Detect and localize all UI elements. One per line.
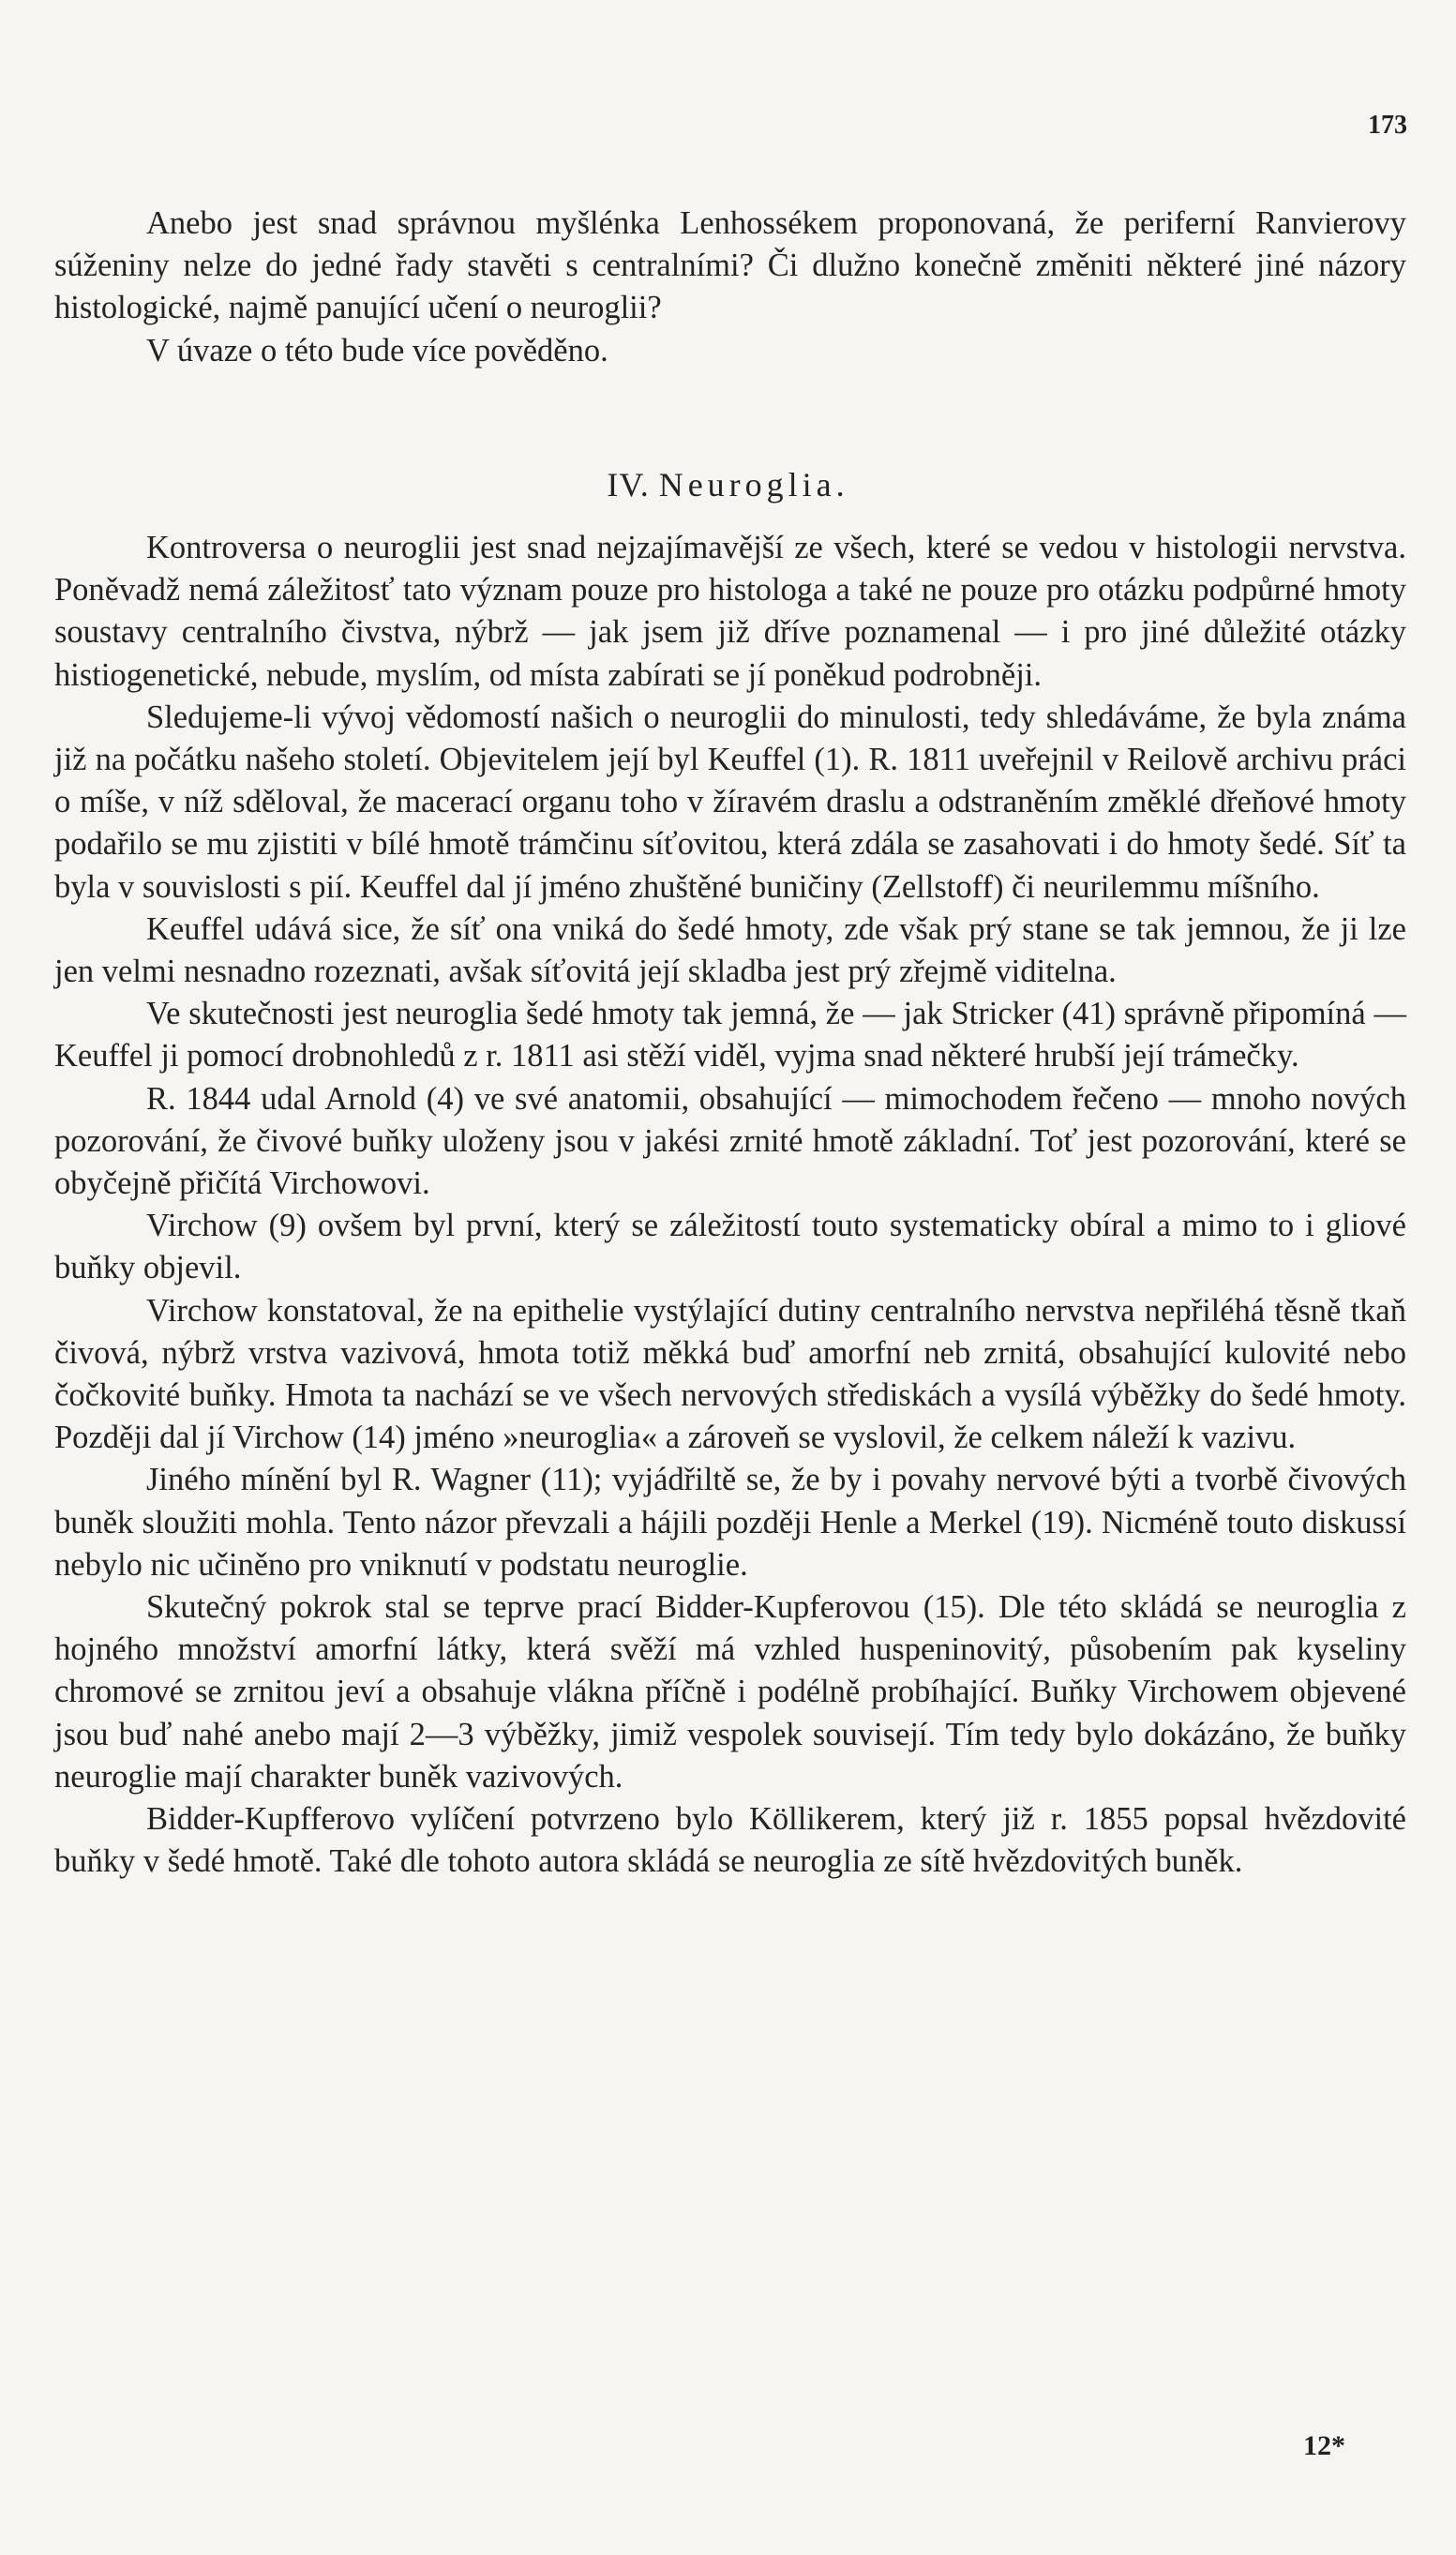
paragraph: Bidder-Kupfferovo vylíčení potvrzeno bylo Köllikerem, který již r. 1855 popsal hvězdovité buňky v šedé hmotě. Také dle tohoto autora skládá se neuroglia ze sítě hvězdovitých buněk. (54, 1801, 1406, 1880)
paragraph: Virchow (9) ovšem byl první, který se záležitostí touto systematicky obíral a mimo to i gliové buňky objevil. (54, 1208, 1406, 1286)
paragraph: Keuffel udává sice, že síť ona vniká do šedé hmoty, zde však prý stane se tak jemnou, že ji lze jen velmi nesnadno rozeznati, avšak síťovitá její skladba jest prý zřejmě viditelna. (54, 910, 1406, 990)
paragraph: Jiného mínění byl R. Wagner (11); vyjádřiltě se, že by i povahy nervové býti a tvorbě čivových buněk sloužiti mohla. Tento názor převzali a hájili později Henle a Merkel (19). Nicméně touto diskussí nebylo nic učiněno pro vniknutí v podstatu neuroglie. (54, 1462, 1406, 1583)
paragraph: V úvaze o této bude více pověděno. (146, 332, 608, 368)
intro-text (54, 203, 1406, 372)
paragraph: Skutečný pokrok stal se teprve prací Bidder-Kupferovou (15). Dle této skládá se neuroglia z hojného množství amorfní látky, která svěží má vzhled huspeninovitý, působením pak kyseliny chromové se zrnitou jeví a obsahuje vlákna příčně i podélně probíhající. Buňky Virchowem objevené jsou buď nahé anebo mají 2—3 výběžky, jimiž vespolek souvisejí. Tím tedy bylo dokázáno, že buňky neuroglie mají charakter buněk vazivových. (54, 1589, 1406, 1795)
page-number: 173 (1368, 111, 1407, 140)
paragraph: R. 1844 udal Arnold (4) ve své anatomii, obsahující — mimochodem řečeno — mnoho nových pozorování, že čivové buňky uloženy jsou v jakési zrnité hmotě základní. Toť jest pozorování, které se obyčejně přičítá Virchowovi. (54, 1080, 1406, 1202)
paragraph: Sledujeme-li vývoj vědomostí našich o neuroglii do minulosti, tedy shledáváme, že byla známa již na počátku našeho století. Objevitelem její byl Keuffel (1). R. 1811 uveřejnil v Reilově archivu práci o míše, v níž sděloval, že macerací organu toho v žíravém draslu a odstraněním změklé dřeňové hmoty podařilo se mu zjistiti v bílé hmotě trámčinu síťovitou, která zdála se zasahovati i do hmoty šedé. Síť ta byla v souvislosti s pií. Keuffel dal jí jméno zhuštěné buničiny (Zellstoff) či neurilemmu míšního. (54, 699, 1406, 905)
paragraph: Kontroversa o neuroglii jest snad nejzajímavější ze všech, které se vedou v histologii nervstva. Poněvadž nemá záležitosť tato význam pouze pro histologa a také ne pouze pro otázku podpůrné hmoty soustavy centralního čivstva, nýbrž — jak jsem již dříve poznamenal — i pro jiné důležité otázky histiogenetické, nebude, myslím, od místa zabírati se jí poněkud podrobněji. (54, 530, 1406, 693)
paragraph: Ve skutečnosti jest neuroglia šedé hmoty tak jemná, že — jak Stricker (41) správně připomíná — Keuffel ji pomocí drobnohledů z r. 1811 asi stěží viděl, vyjma snad některé hrubší její trámečky. (54, 996, 1406, 1075)
section-numeral: IV. (607, 466, 650, 503)
section-heading (0, 465, 1456, 504)
signature-mark: 12* (1303, 2430, 1345, 2461)
section-title: Neuroglia. (658, 466, 849, 503)
paragraph: Anebo jest snad správnou myšlénka Lenhossékem proponovaná, že periferní Ranvierovy súženiny nelze do jedné řady stavěti s centralními? Či dlužno konečně změniti některé jiné názory histologické, najmě panující učení o neuroglii? (54, 205, 1406, 326)
body-text (54, 527, 1406, 1884)
paragraph: Virchow konstatoval, že na epithelie vystýlající dutiny centralního nervstva nepřiléhá těsně tkaň čivová, nýbrž vrstva vazivová, hmota totiž měkká buď amorfní neb zrnitá, obsahující kulovité nebo čočkovité buňky. Hmota ta nachází se ve všech nervových střediskách a vysílá výběžky do šedé hmoty. Později dal jí Virchow (14) jméno »neuroglia« a zároveň se vyslovil, že celkem náleží k vazivu. (54, 1292, 1406, 1456)
